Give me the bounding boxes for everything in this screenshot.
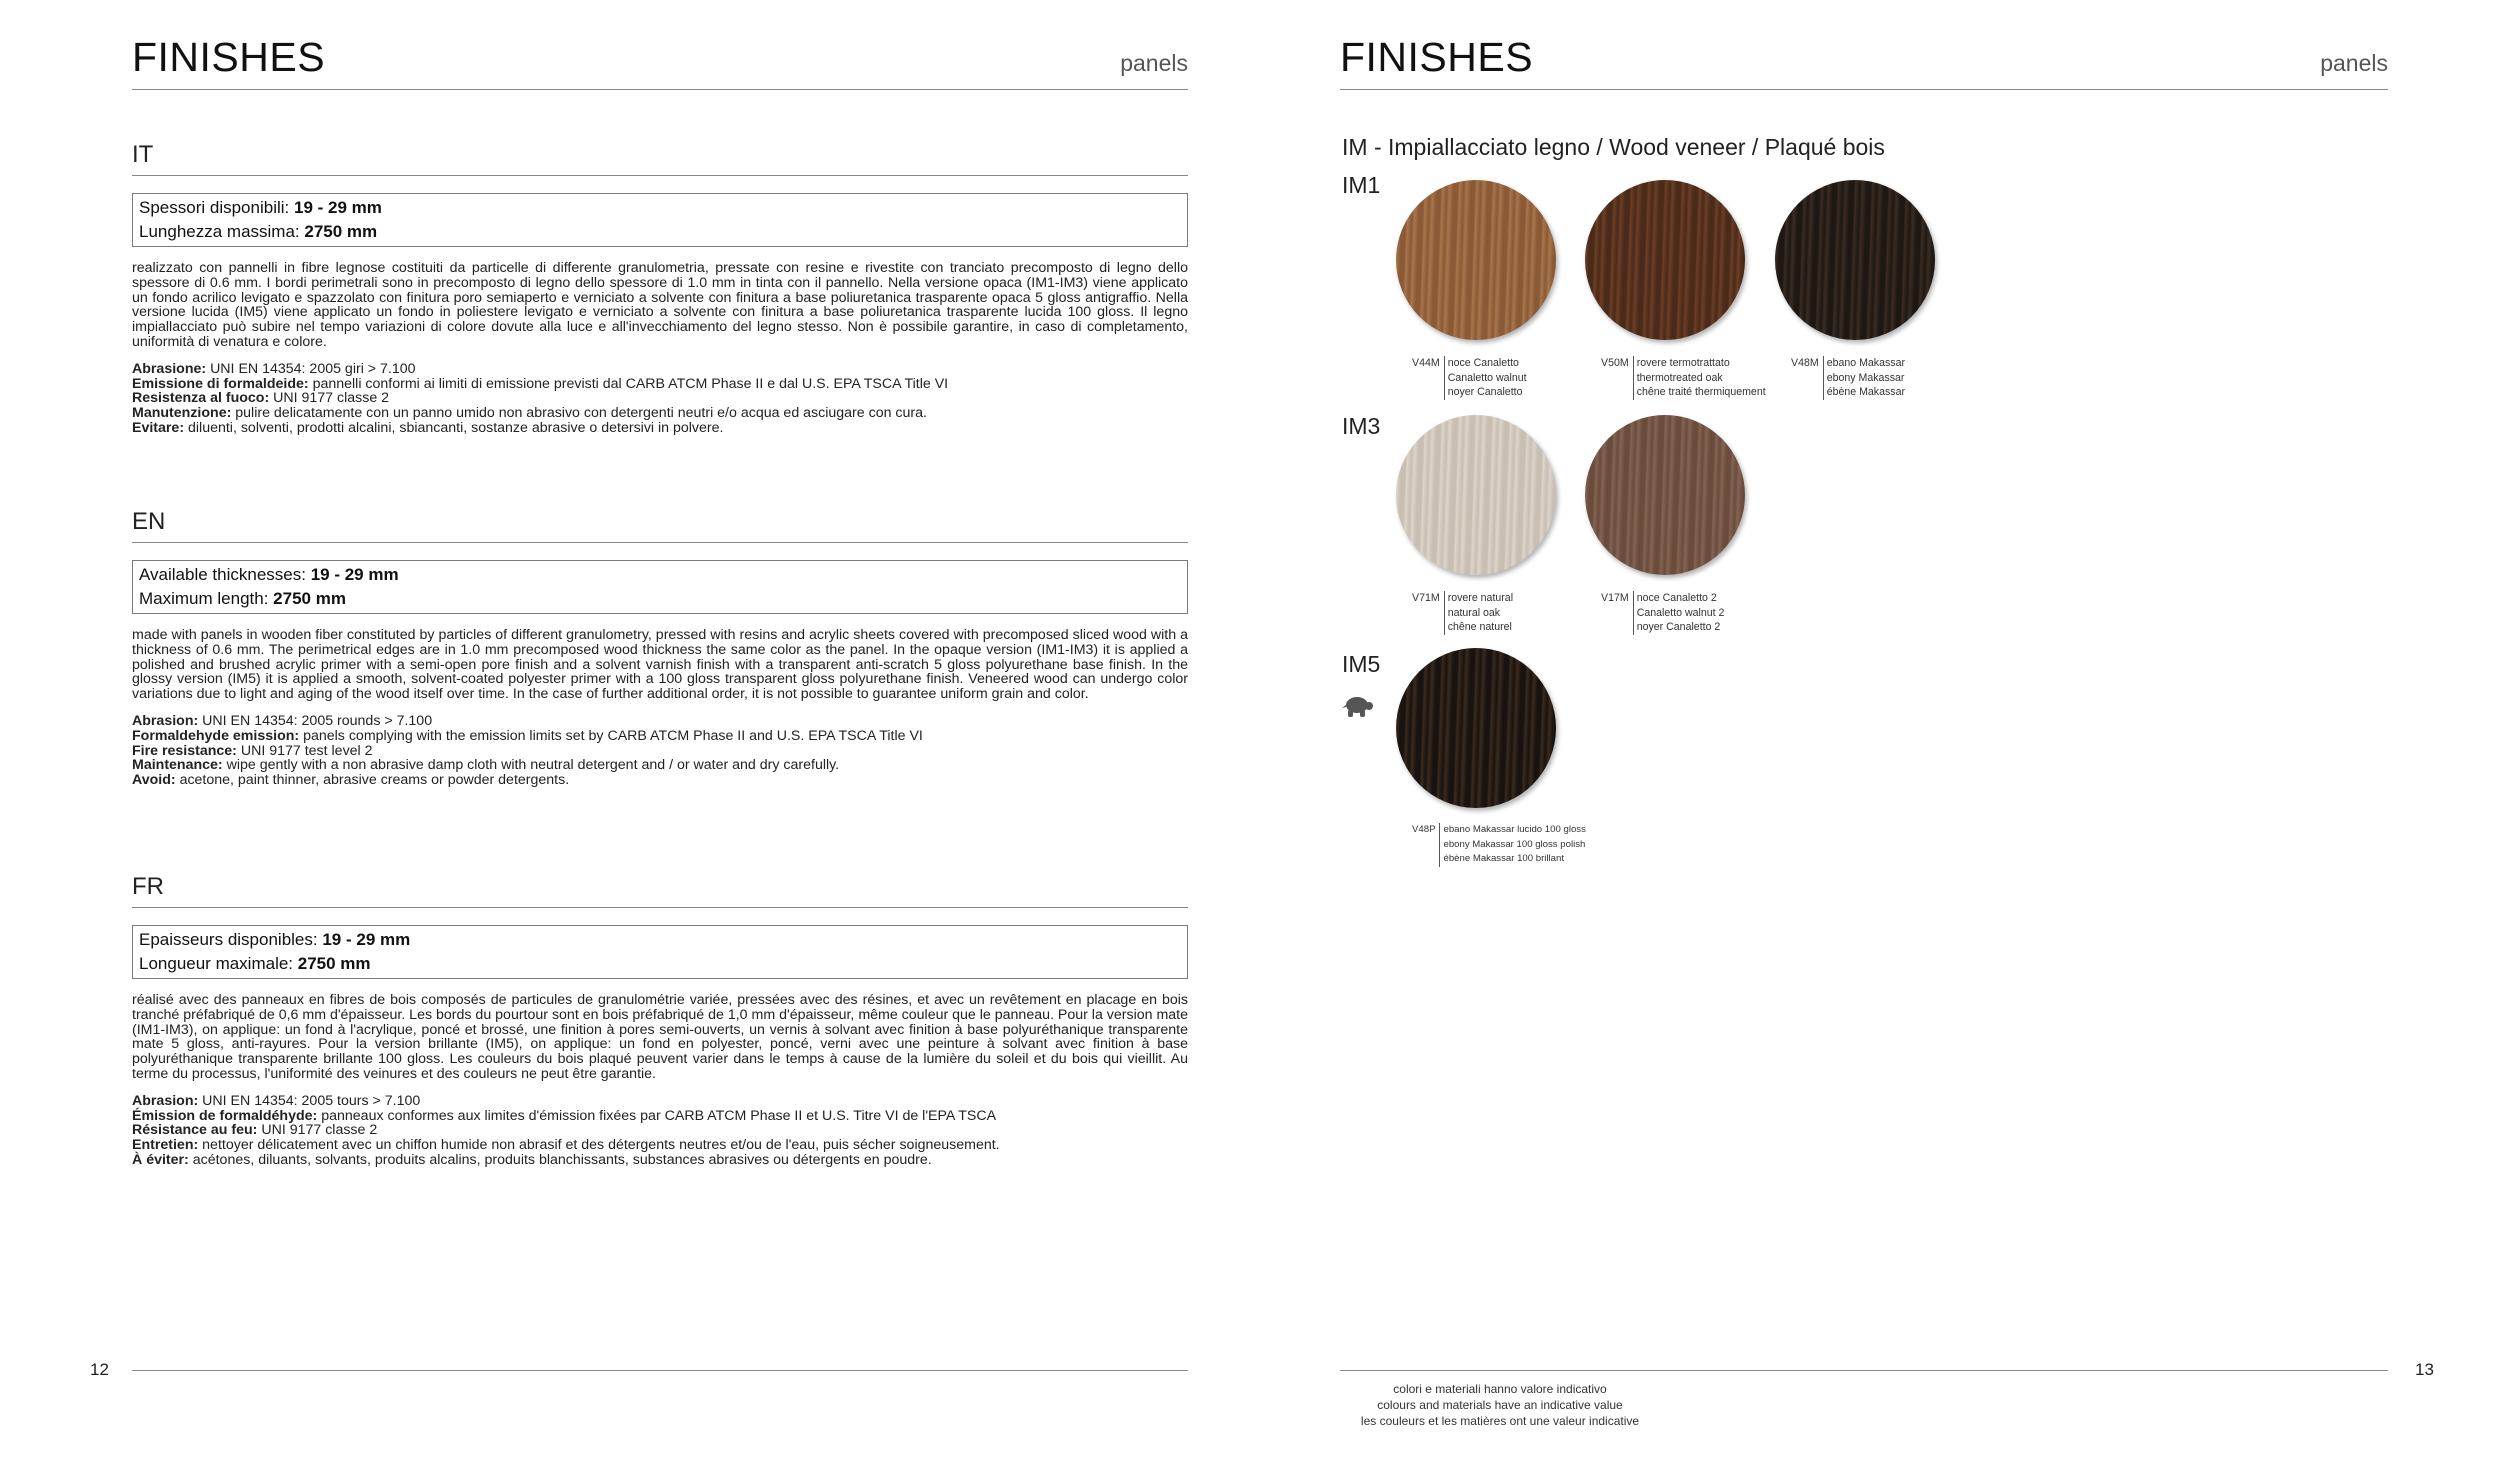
disclaimer-line: colours and materials have an indicative value (1377, 1398, 1623, 1412)
page-number: 13 (2415, 1360, 2434, 1379)
swatch-code: V50M (1601, 357, 1629, 369)
swatch-caption (1412, 591, 1513, 635)
section-code: EN (132, 508, 166, 535)
group-label-im5: IM5 (1342, 651, 1381, 677)
swatch-name: ébène Makassar 100 brillant (1443, 853, 1565, 864)
section-divider (132, 175, 1188, 176)
section-description: realizzato con pannelli in fibre legnose costituiti da particelle di differente granulometria, pressate con resine e rivestite con tranciato precomposto di legno dello spessore di 0.6 mm. I bordi perimetrali sono in precomposto di legno dello spessore di 1.0 mm in tinta con il pannello. Nella versione opaca (IM1-IM3) viene applicato un fondo acrilico levigato e spazzolato con finitura poro semiaperto e verniciato a solvente con finitura a base poliuretanica trasparente opaca 5 gloss antigraffio. Nella versione lucida (IM5) viene applicato un fondo in poliestere levigato e verniciato a solvente con finitura a base poliuretanica trasparente lucida 100 gloss. Il legno impiallacciato può subire nel tempo variazioni di colore dovute alla luce e all'invecchiamento del legno stesso. Non è possibile garantire, in caso di completamento, uniformità di venatura e colore. (132, 260, 1188, 350)
tortoise-icon (1342, 693, 1374, 719)
section-en (132, 503, 1188, 788)
swatch-name: rovere termotrattato (1636, 357, 1730, 369)
swatch-name: ebony Makassar 100 gloss polish (1443, 838, 1586, 850)
swatch-name: noce Canaletto (1447, 357, 1519, 369)
swatch-name: natural oak (1447, 606, 1501, 619)
page-subtitle: panels (1120, 50, 1188, 76)
swatch-code: V48M (1791, 357, 1819, 369)
swatch-name: ebano Makassar lucido 100 gloss (1443, 824, 1586, 835)
spec-row: Available thicknesses: 19 - 29 mm (139, 565, 399, 584)
disclaimer-line: les couleurs et les matières ont une valeur indicative (1360, 1414, 1640, 1428)
swatch-name: thermotreated oak (1636, 371, 1723, 384)
swatch-caption (1601, 591, 1724, 635)
property-row: Maintenance: wipe gently with a non abrasive damp cloth with neutral detergent and / or water and dry carefully. (132, 757, 840, 774)
section-it (132, 136, 1188, 436)
swatch-code: V44M (1412, 357, 1440, 369)
spec-row: Lunghezza massima: 2750 mm (139, 222, 378, 241)
property-row: Abrasion: UNI EN 14354: 2005 rounds > 7.100 (132, 712, 433, 729)
finish-section-title: IM - Impiallacciato legno / Wood veneer / Plaqué bois (1342, 134, 1885, 160)
swatch-code: V17M (1601, 592, 1629, 604)
swatch-name: noce Canaletto 2 (1636, 592, 1717, 604)
property-row: Resistenza al fuoco: UNI 9177 classe 2 (132, 390, 390, 407)
section-divider (132, 907, 1188, 908)
property-row: Entretien: nettoyer délicatement avec un chiffon humide non abrasif et des détergents neutres et/ou de l'eau, puis sécher soigneusement. (132, 1137, 1000, 1154)
section-fr (132, 868, 1188, 1168)
section-description: made with panels in wooden fiber constituted by particles of different granulometry, pressed with resins and acrylic sheets covered with precomposed sliced wood with a thickness of 0.6 mm. The perimetrical edges are in 1.0 mm precomposed wood thickness the same color as the panel. In the opaque version (IM1-IM3) it is applied a polished and brushed acrylic primer with a semi-open pore finish and a solvent varnish finish with a transparent anti-scratch 5 gloss polyurethane base finish. In the glossy version (IM5) it is applied a smooth, solvent-coated polyester primer with a 100 gloss transparent gloss polyurethane finish. Veneered wood can undergo color variations due to light and aging of the wood itself over time. In the case of further additional order, it is not possible to guarantee uniform grain and color. (132, 627, 1188, 703)
footer-divider (132, 1370, 1188, 1371)
swatch-v50m[interactable] (1585, 180, 1745, 340)
swatch-name: ebony Makassar (1826, 371, 1905, 384)
swatch-name: ebano Makassar (1826, 357, 1906, 369)
property-row: Fire resistance: UNI 9177 test level 2 (132, 742, 373, 759)
swatch-caption (1412, 823, 1586, 867)
swatch-caption (1791, 356, 1905, 400)
swatch-v17m[interactable] (1585, 415, 1745, 575)
spec-row: Epaisseurs disponibles: 19 - 29 mm (139, 930, 411, 949)
spec-row: Spessori disponibili: 19 - 29 mm (139, 198, 382, 217)
properties-list (132, 1094, 1188, 1168)
group-label-im3: IM3 (1342, 413, 1381, 439)
footer-divider (1340, 1370, 2388, 1371)
swatch-name: Canaletto walnut 2 (1636, 606, 1725, 619)
property-row: À éviter: acétones, diluants, solvants, produits alcalins, produits blanchissants, substances abrasives ou détergents en poudre. (132, 1151, 932, 1168)
spec-row: Longueur maximale: 2750 mm (139, 954, 371, 973)
property-row: Abrasion: UNI EN 14354: 2005 tours > 7.100 (132, 1092, 421, 1109)
property-row: Avoid: acetone, paint thinner, abrasive creams or powder detergents. (132, 772, 570, 789)
spec-box (132, 560, 1188, 614)
property-row: Résistance au feu: UNI 9177 classe 2 (132, 1122, 378, 1139)
section-divider (132, 542, 1188, 543)
swatch-name: ébène Makassar (1826, 386, 1906, 398)
group-label-im1: IM1 (1342, 172, 1381, 198)
header-divider (1340, 89, 2388, 90)
property-row: Evitare: diluenti, solventi, prodotti alcalini, sbiancanti, sostanze abrasive o detersivi in polvere. (132, 419, 724, 436)
section-code: IT (132, 141, 154, 168)
swatch-name: rovere natural (1447, 592, 1514, 604)
swatch-name: noyer Canaletto 2 (1636, 621, 1721, 633)
properties-list (132, 362, 1188, 436)
swatch-name: noyer Canaletto (1447, 386, 1523, 398)
property-row: Abrasione: UNI EN 14354: 2005 giri > 7.100 (132, 360, 416, 377)
disclaimer (1290, 1381, 1710, 1429)
page-number: 12 (90, 1360, 109, 1379)
page-title: FINISHES (132, 34, 326, 80)
swatch-name: chêne traité thermiquement (1636, 386, 1766, 398)
spec-row: Maximum length: 2750 mm (139, 589, 346, 608)
property-row: Emissione di formaldeide: pannelli conformi ai limiti di emissione previsti dal CARB ATCM Phase II e dal U.S. EPA TSCA Title VI (132, 375, 949, 392)
properties-list (132, 714, 1188, 788)
property-row: Formaldehyde emission: panels complying with the emission limits set by CARB ATCM Phase II and U.S. EPA TSCA Title VI (132, 727, 923, 744)
property-row: Émission de formaldéhyde: panneaux conformes aux limites d'émission fixées par CARB ATCM Phase II et U.S. Titre VI de l'EPA TSCA (132, 1107, 997, 1124)
spec-box (132, 193, 1188, 247)
page-subtitle: panels (2320, 50, 2388, 76)
swatch-v44m[interactable] (1396, 180, 1556, 340)
swatch-v71m[interactable] (1396, 415, 1556, 575)
swatch-v48m[interactable] (1775, 180, 1935, 340)
page-title: FINISHES (1340, 34, 1534, 80)
swatch-code: V48P (1412, 824, 1436, 835)
swatch-code: V71M (1412, 592, 1440, 604)
swatch-name: chêne naturel (1447, 621, 1512, 633)
property-row: Manutenzione: pulire delicatamente con un panno umido non abrasivo con detergenti neutri e/o acqua ed asciugare con cura. (132, 405, 927, 422)
section-code: FR (132, 873, 164, 900)
section-description: réalisé avec des panneaux en fibres de bois composés de particules de granulométrie variée, pressées avec des résines, et avec un revêtement en placage en bois tranché préfabriqué de 0,6 mm d'épaisseur. Les bords du pourtour sont en bois préfabriqué de 1,0 mm d'épaisseur, même couleur que le panneau. Pour la version mate (IM1-IM3), on applique: un fond à l'acrylique, poncé et brossé, une finition à pores semi-ouverts, un vernis à solvant avec finition à base polyuréthanique transparente mate 5 gloss, anti-rayures. Pour la version brillante (IM5), on applique: un fond en polyester, poncé, verni avec une peinture à solvant avec finition à base polyuréthanique transparente brillante 100 gloss. Les couleurs du bois plaqué peuvent varier dans le temps à cause de la lumière du soleil et du bois qui vieillit. Au terme du processus, l'uniformité des veinures et des couleurs ne peut être garantie. (132, 992, 1188, 1082)
disclaimer-line: colori e materiali hanno valore indicativo (1393, 1382, 1607, 1396)
header-divider (132, 89, 1188, 90)
spec-box (132, 925, 1188, 979)
swatch-v48p[interactable] (1396, 648, 1556, 808)
swatch-caption (1601, 356, 1766, 400)
swatch-caption (1412, 356, 1527, 400)
swatch-name: Canaletto walnut (1447, 371, 1527, 384)
